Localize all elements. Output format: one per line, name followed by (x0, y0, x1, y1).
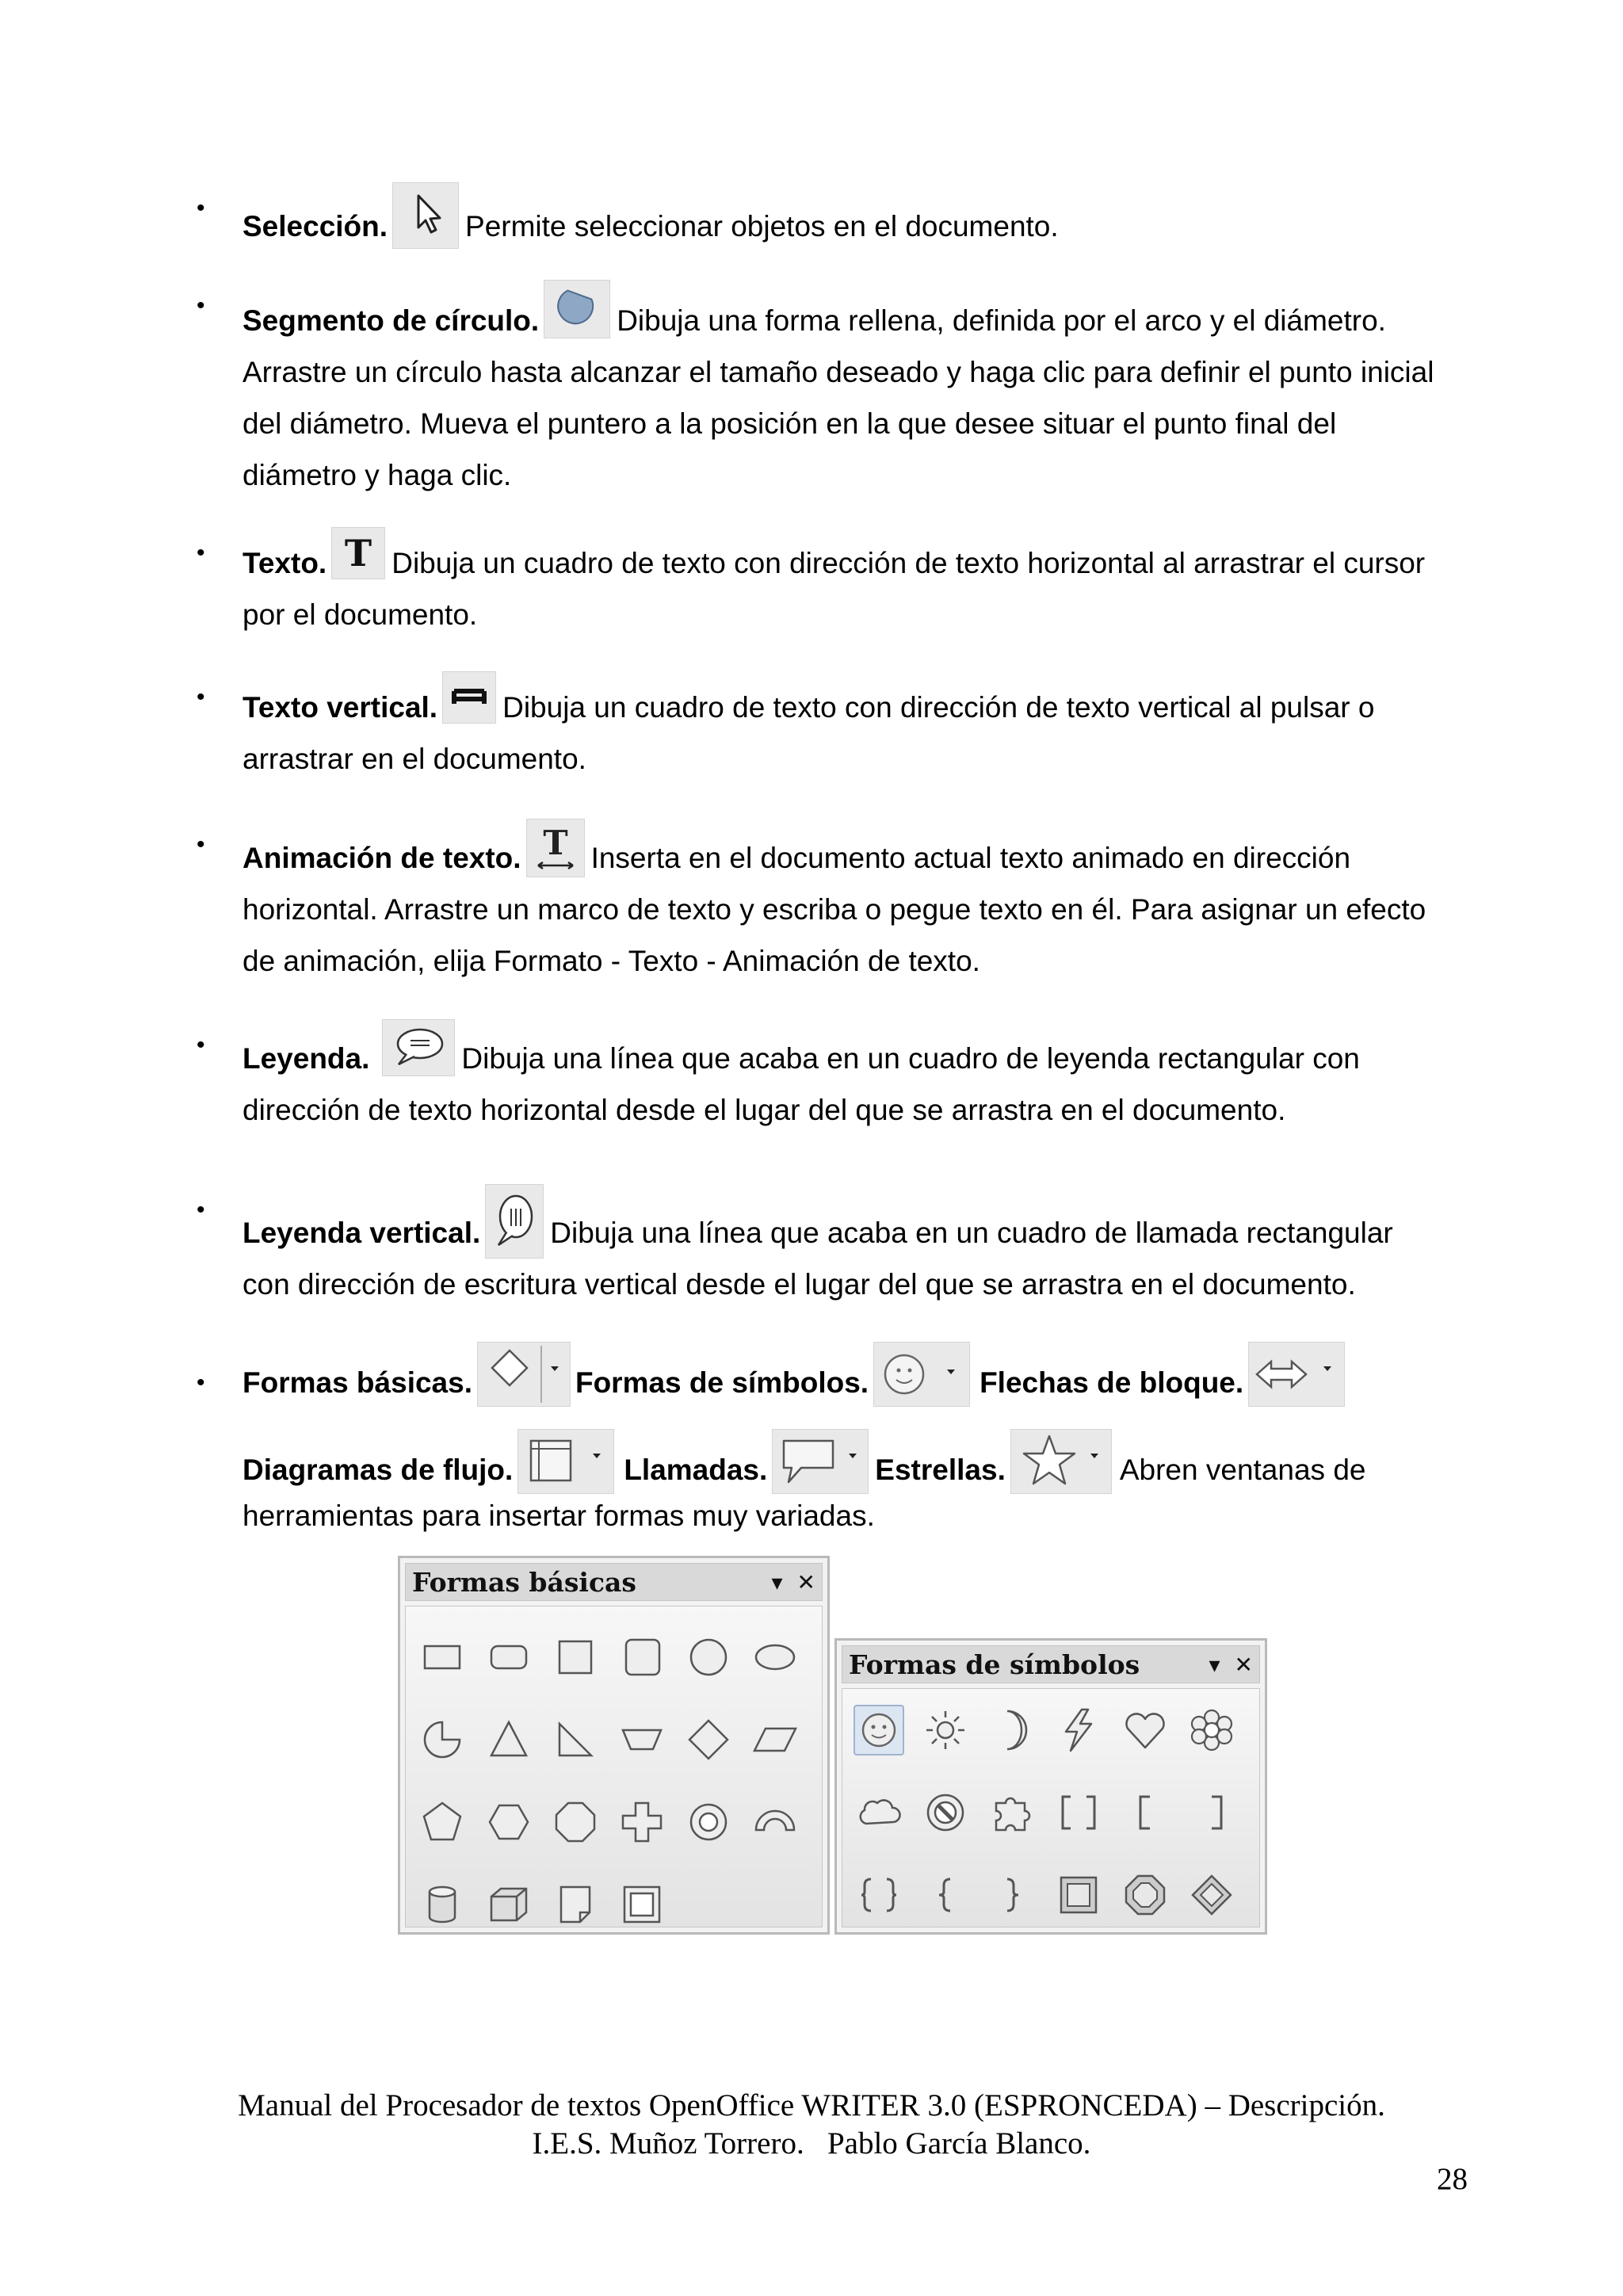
left-bracket-icon[interactable] (1112, 1771, 1178, 1854)
symbol-shapes-panel (834, 1638, 1267, 1935)
octagon-icon[interactable] (542, 1781, 609, 1863)
folded-corner-icon[interactable] (542, 1863, 609, 1946)
panel-menu-icon[interactable]: ▾ (1209, 1651, 1220, 1678)
item-text: Dibuja un cuadro de texto con dirección de texto horizontal al arrastrar el cursor (391, 547, 1426, 579)
item-text-line: diámetro y haga clic. (242, 459, 512, 491)
panel-title: Formas básicas (412, 1566, 637, 1598)
square-bevel-icon[interactable] (1045, 1854, 1112, 1936)
trapezoid-icon[interactable] (609, 1698, 675, 1781)
item-title: Animación de texto. (242, 842, 521, 874)
pentagon-icon[interactable] (409, 1781, 475, 1863)
item-title: Leyenda vertical. (242, 1217, 481, 1249)
panel-title: Formas de símbolos (849, 1648, 1140, 1680)
rectangle-icon[interactable] (409, 1616, 475, 1698)
triangle-icon[interactable] (475, 1698, 542, 1781)
item-text-line: Arrastre un círculo hasta alcanzar el tamaño deseado y haga clic para definir el punto inicial (242, 356, 1434, 388)
item-text-line: de animación, elija Formato - Texto - Animación de texto. (242, 945, 980, 977)
item-text-line: por el documento. (242, 598, 478, 631)
octagon-bevel-icon[interactable] (1112, 1854, 1178, 1936)
symbol-shapes-dropdown-icon[interactable] (873, 1342, 970, 1407)
item-title: Selección. (242, 210, 388, 243)
text-icon (331, 527, 385, 579)
sun-icon[interactable] (912, 1689, 979, 1771)
bullet: • (197, 540, 205, 566)
cross-icon[interactable] (609, 1781, 675, 1863)
ring-icon[interactable] (675, 1781, 742, 1863)
basic-shapes-grid (405, 1606, 823, 1927)
moon-icon[interactable] (979, 1689, 1045, 1771)
block-arrows-label: Flechas de bloque. (980, 1366, 1244, 1399)
bullet: • (197, 292, 205, 319)
svg-text:T: T (345, 532, 372, 575)
callouts-label: Llamadas. (624, 1454, 768, 1486)
symbol-shapes-grid (842, 1688, 1260, 1927)
item-text-line: horizontal. Arrastre un marco de texto y escriba o pegue texto en él. Para asignar un efecto (242, 893, 1426, 926)
basic-shapes-panel (398, 1556, 830, 1935)
item-title: Texto. (242, 547, 327, 579)
item-text: Dibuja una forma rellena, definida por el arco y el diámetro. (617, 304, 1386, 337)
list-item (197, 819, 1479, 987)
basic-shapes-dropdown-icon[interactable] (477, 1342, 571, 1407)
basic-shapes-label: Formas básicas. (242, 1366, 472, 1399)
right-brace-icon[interactable] (979, 1854, 1045, 1936)
item-text-line: dirección de texto horizontal desde el lugar del que se arrastra en el documento. (242, 1094, 1286, 1126)
stars-dropdown-icon[interactable] (1010, 1429, 1112, 1494)
bullet: • (197, 1197, 205, 1223)
hexagon-icon[interactable] (475, 1781, 542, 1863)
flower-icon[interactable] (1178, 1689, 1245, 1771)
bullet: • (197, 1370, 205, 1396)
item-text-line: del diámetro. Mueva el puntero a la posición en la que desee situar el punto final del (242, 407, 1337, 440)
item-title: Texto vertical. (242, 691, 438, 724)
panel-close-icon[interactable]: ✕ (796, 1568, 815, 1595)
item-text: Dibuja un cuadro de texto con dirección de texto vertical al pulsar o (502, 691, 1375, 724)
bullet: • (197, 831, 205, 858)
heart-icon[interactable] (1112, 1689, 1178, 1771)
block-arrows-dropdown-icon[interactable] (1248, 1342, 1345, 1407)
double-bracket-icon[interactable] (1045, 1771, 1112, 1854)
bullet: • (197, 684, 205, 710)
text-animation-icon (526, 819, 585, 877)
frame-icon[interactable] (609, 1863, 675, 1946)
diamond-icon[interactable] (675, 1698, 742, 1781)
rounded-rectangle-icon[interactable] (475, 1616, 542, 1698)
callout-icon (382, 1019, 455, 1076)
pointer-icon (392, 182, 459, 249)
ellipse-icon[interactable] (742, 1616, 808, 1698)
page-number: 28 (1437, 2162, 1468, 2196)
panel-controls (771, 1569, 815, 1595)
block-arc-icon[interactable] (742, 1781, 808, 1863)
list-item (197, 1019, 1479, 1136)
square-icon[interactable] (542, 1616, 609, 1698)
parallelogram-icon[interactable] (742, 1698, 808, 1781)
circle-icon[interactable] (675, 1616, 742, 1698)
item-text: Abren ventanas de (1119, 1454, 1366, 1486)
footer-line: Manual del Procesador de textos OpenOffice WRITER 3.0 (ESPRONCEDA) – Descripción. (238, 2088, 1385, 2122)
rounded-square-icon[interactable] (609, 1616, 675, 1698)
circle-segment-icon (544, 280, 610, 338)
footer-line: I.E.S. Muñoz Torrero. Pablo García Blanco. (532, 2126, 1091, 2160)
cube-icon[interactable] (475, 1863, 542, 1946)
list-item (197, 671, 1479, 785)
bullet: • (197, 1032, 205, 1058)
item-text: Inserta en el documento actual texto animado en dirección (590, 842, 1351, 874)
circle-pie-icon[interactable] (409, 1698, 475, 1781)
item-text: Dibuja una línea que acaba en un cuadro de llamada rectangular (550, 1217, 1393, 1249)
prohibited-icon[interactable] (912, 1771, 979, 1854)
cylinder-icon[interactable] (409, 1863, 475, 1946)
panel-close-icon[interactable]: ✕ (1234, 1651, 1253, 1678)
bullet: • (197, 195, 205, 221)
left-brace-icon[interactable] (912, 1854, 979, 1936)
lightning-icon[interactable] (1045, 1689, 1112, 1771)
right-bracket-icon[interactable] (1178, 1771, 1245, 1854)
callouts-dropdown-icon[interactable] (772, 1429, 869, 1494)
double-brace-icon[interactable] (846, 1854, 912, 1936)
list-item (197, 182, 1479, 252)
list-item (197, 280, 1479, 501)
panel-menu-icon[interactable]: ▾ (771, 1568, 783, 1595)
panel-header[interactable] (842, 1645, 1260, 1683)
svg-text:T: T (542, 823, 568, 862)
smiley-icon[interactable] (846, 1689, 912, 1771)
item-title: Leyenda. (242, 1042, 370, 1075)
list-item (197, 1184, 1479, 1310)
diamond-bevel-icon[interactable] (1178, 1854, 1245, 1936)
panel-header[interactable] (405, 1563, 823, 1601)
item-text-line: herramientas para insertar formas muy variadas. (242, 1499, 875, 1532)
vertical-text-icon (442, 671, 496, 724)
flowchart-label: Diagramas de flujo. (242, 1454, 514, 1486)
flowchart-dropdown-icon[interactable] (517, 1429, 614, 1494)
puzzle-icon[interactable] (979, 1771, 1045, 1854)
item-text: Permite seleccionar objetos en el documento. (465, 210, 1059, 243)
stars-label: Estrellas. (875, 1454, 1006, 1486)
item-title: Segmento de círculo. (242, 304, 540, 337)
item-text-line: con dirección de escritura vertical desde el lugar del que se arrastra en el documento. (242, 1268, 1356, 1301)
footer (0, 2087, 1623, 2163)
symbol-shapes-label: Formas de símbolos. (575, 1366, 869, 1399)
item-text: Dibuja una línea que acaba en un cuadro de leyenda rectangular con (461, 1042, 1360, 1075)
panel-controls (1209, 1652, 1253, 1678)
cloud-icon[interactable] (846, 1771, 912, 1854)
vertical-callout-icon (485, 1184, 544, 1259)
right-triangle-icon[interactable] (542, 1698, 609, 1781)
list-item (197, 527, 1479, 640)
item-text-line: arrastrar en el documento. (242, 743, 586, 775)
